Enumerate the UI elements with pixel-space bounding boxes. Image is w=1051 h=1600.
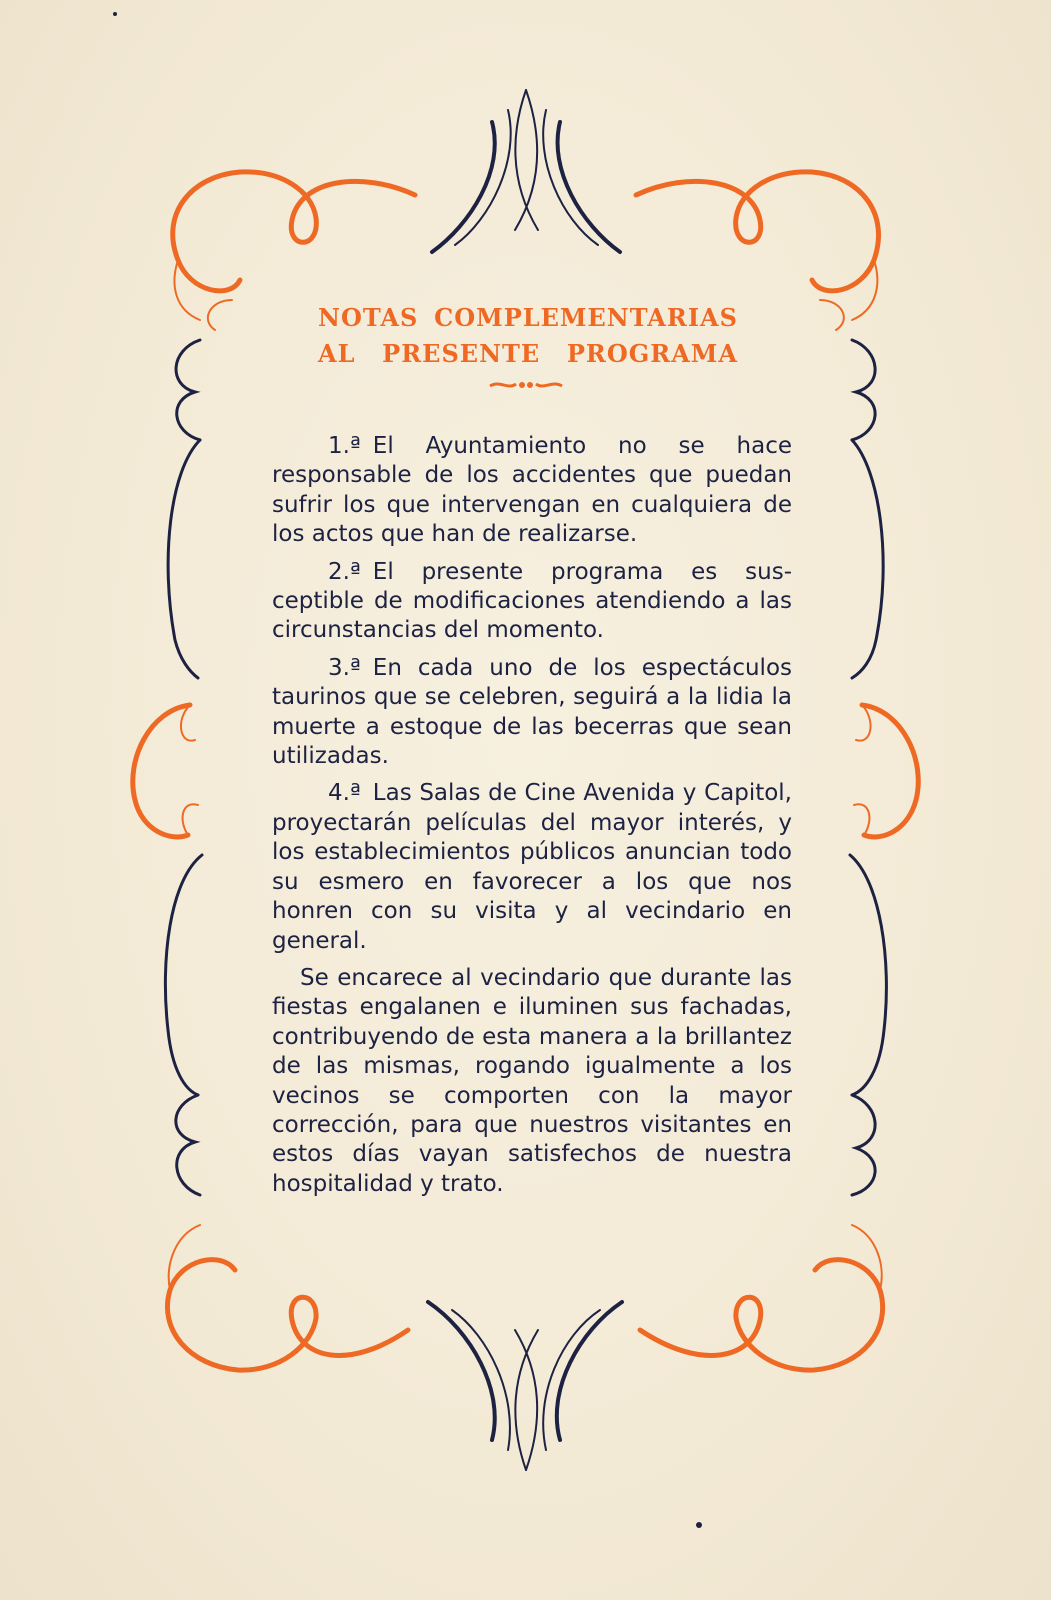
note-number: 3.ª bbox=[328, 654, 361, 681]
note-text: El presente programa es susceptible de modificaciones atendiendo a las circunstancias del momento. bbox=[272, 558, 792, 644]
closing-paragraph: Se encarece al vecindario que durante las fiestas engalanen e iluminen sus fachadas, contribuyendo de esta manera a la brillantez de las mismas, rogando igualmente a los vecinos se comporten con la mayor corrección, para que nuestros visitantes en estos días vayan satisfechos de nuestra hospitalidad y trato. bbox=[272, 964, 792, 1197]
title-divider-icon bbox=[488, 378, 564, 392]
notes-body bbox=[272, 432, 792, 1207]
note-number: 2.ª bbox=[328, 558, 361, 585]
note-text: En cada uno de los espectáculos taurinos que se celebren, seguirá a la lidia la muerte a estoque de las becerras que sean utilizadas. bbox=[272, 654, 792, 770]
note-text: El Ayuntamiento no se hace responsable de los accidentes que puedan sufrir los que intervengan en cualquiera de los actos que han de realizarse. bbox=[272, 433, 792, 548]
speck bbox=[696, 1522, 702, 1528]
note-item bbox=[272, 654, 792, 772]
top-flourish-icon bbox=[432, 90, 620, 252]
note-text: Las Salas de Cine Avenida y Capitol, proyectarán películas del mayor interés, y los establecimientos públicos anuncian todo su esmero en favorecer a los que nos honren con su visita y al vecindario en general. bbox=[272, 780, 792, 954]
note-item bbox=[272, 432, 792, 550]
note-item bbox=[272, 558, 792, 646]
title-line-1: NOTAS COMPLEMENTARIAS bbox=[318, 303, 738, 332]
speck bbox=[113, 12, 117, 16]
title-line-2: AL PRESENTE PROGRAMA bbox=[318, 339, 738, 368]
note-number: 1.ª bbox=[328, 433, 361, 459]
page-title bbox=[318, 300, 738, 372]
note-item bbox=[272, 779, 792, 955]
bottom-flourish-icon bbox=[428, 1302, 622, 1470]
note-number: 4.ª bbox=[328, 780, 361, 807]
